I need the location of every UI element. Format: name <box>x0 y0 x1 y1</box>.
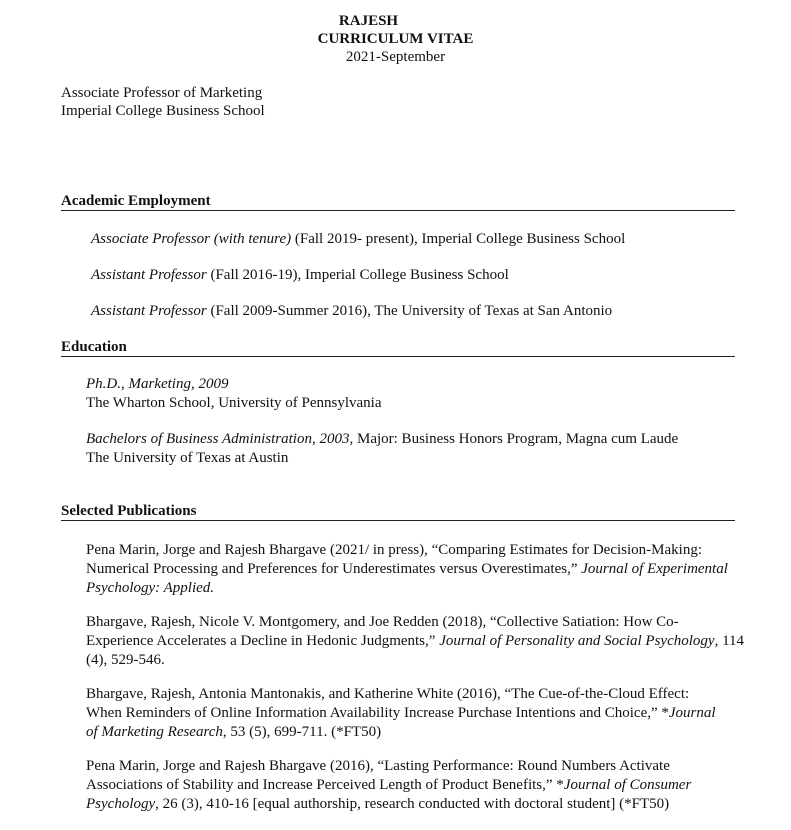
publication-entry <box>86 613 745 670</box>
section-title-education: Education <box>61 339 127 355</box>
publication-text: , 114 <box>714 633 745 649</box>
publication-venue: Journal of Experimental <box>581 561 728 577</box>
publication-venue: Journal of Consumer <box>563 777 692 793</box>
employment-item <box>91 230 625 249</box>
publication-text: Bhargave, Rajesh, Antonia Mantonakis, and Katherine White (2016), “The Cue-of-the-Cloud Effect: <box>86 686 690 702</box>
publication-venue: Psychology <box>86 796 156 812</box>
publication-text: , 26 (3), 410-16 [equal authorship, research conducted with doctoral student] (*FT50) <box>155 796 670 812</box>
publication-venue: Journal <box>668 705 716 721</box>
publication-line <box>86 541 736 560</box>
section-divider <box>61 520 735 521</box>
publication-text: (4), 529-546. <box>86 652 165 668</box>
current-school: Imperial College Business School <box>61 103 265 119</box>
education-degree: Ph.D., Marketing, 2009 <box>86 376 229 392</box>
employment-title: Assistant Professor <box>91 303 207 319</box>
employment-detail: (Fall 2009-Summer 2016), The University of Texas at San Antonio <box>206 303 613 319</box>
publication-line <box>86 579 736 598</box>
publication-venue: Psychology: Applied. <box>86 580 215 596</box>
publication-line <box>86 704 736 723</box>
publication-line <box>86 613 736 632</box>
education-degree: Bachelors of Business Administration, 2003, Major: Business Honors Program, Magna cum Laude <box>86 431 679 447</box>
employment-title: Associate Professor (with tenure) <box>91 231 292 247</box>
publication-entry <box>86 757 736 814</box>
section-title-publications: Selected Publications <box>61 503 197 519</box>
section-title-employment: Academic Employment <box>61 193 211 209</box>
publication-text: Numerical Processing and Preferences for Underestimates versus Overestimates,” <box>86 561 582 577</box>
publication-text: Pena Marin, Jorge and Rajesh Bhargave (2021/ in press), “Comparing Estimates for Decision-Making: <box>86 542 702 558</box>
publication-line <box>86 560 736 579</box>
publication-entry <box>86 541 736 598</box>
cv-name: RAJESH <box>338 13 399 29</box>
publication-text: Pena Marin, Jorge and Rajesh Bhargave (2016), “Lasting Performance: Round Numbers Activate <box>86 758 670 774</box>
employment-item <box>91 266 509 285</box>
employment-detail: (Fall 2019- present), Imperial College Business School <box>291 231 626 247</box>
publication-venue: Journal of Personality and Social Psychology <box>439 633 715 649</box>
publication-line <box>86 632 745 651</box>
section-divider <box>61 356 735 357</box>
publication-entry <box>86 685 736 742</box>
section-divider <box>61 210 735 211</box>
publication-text: When Reminders of Online Information Availability Increase Purchase Intentions and Choice,” * <box>86 705 669 721</box>
publication-text: Associations of Stability and Increase Perceived Length of Product Benefits,” * <box>86 777 564 793</box>
publication-text: Bhargave, Rajesh, Nicole V. Montgomery, and Joe Redden (2018), “Collective Satiation: How Co- <box>86 614 679 630</box>
publication-text: , 53 (5), 699-711. (*FT50) <box>222 724 382 740</box>
publication-line <box>86 723 736 742</box>
publication-text: Experience Accelerates a Decline in Hedonic Judgments,” <box>86 633 440 649</box>
employment-title: Assistant Professor <box>91 267 207 283</box>
publication-line <box>86 776 736 795</box>
employment-detail: (Fall 2016-19), Imperial College Business School <box>206 267 509 283</box>
publication-line <box>86 757 736 776</box>
cv-title: CURRICULUM VITAE <box>317 31 474 47</box>
cv-date: 2021-September <box>345 49 446 65</box>
current-role: Associate Professor of Marketing <box>61 85 263 101</box>
publication-line <box>86 651 736 670</box>
publication-line <box>86 795 736 814</box>
employment-item <box>91 302 612 321</box>
publication-line <box>86 685 736 704</box>
publication-venue: of Marketing Research <box>86 724 223 740</box>
education-institution: The Wharton School, University of Pennsylvania <box>86 395 382 411</box>
education-institution: The University of Texas at Austin <box>86 450 289 466</box>
